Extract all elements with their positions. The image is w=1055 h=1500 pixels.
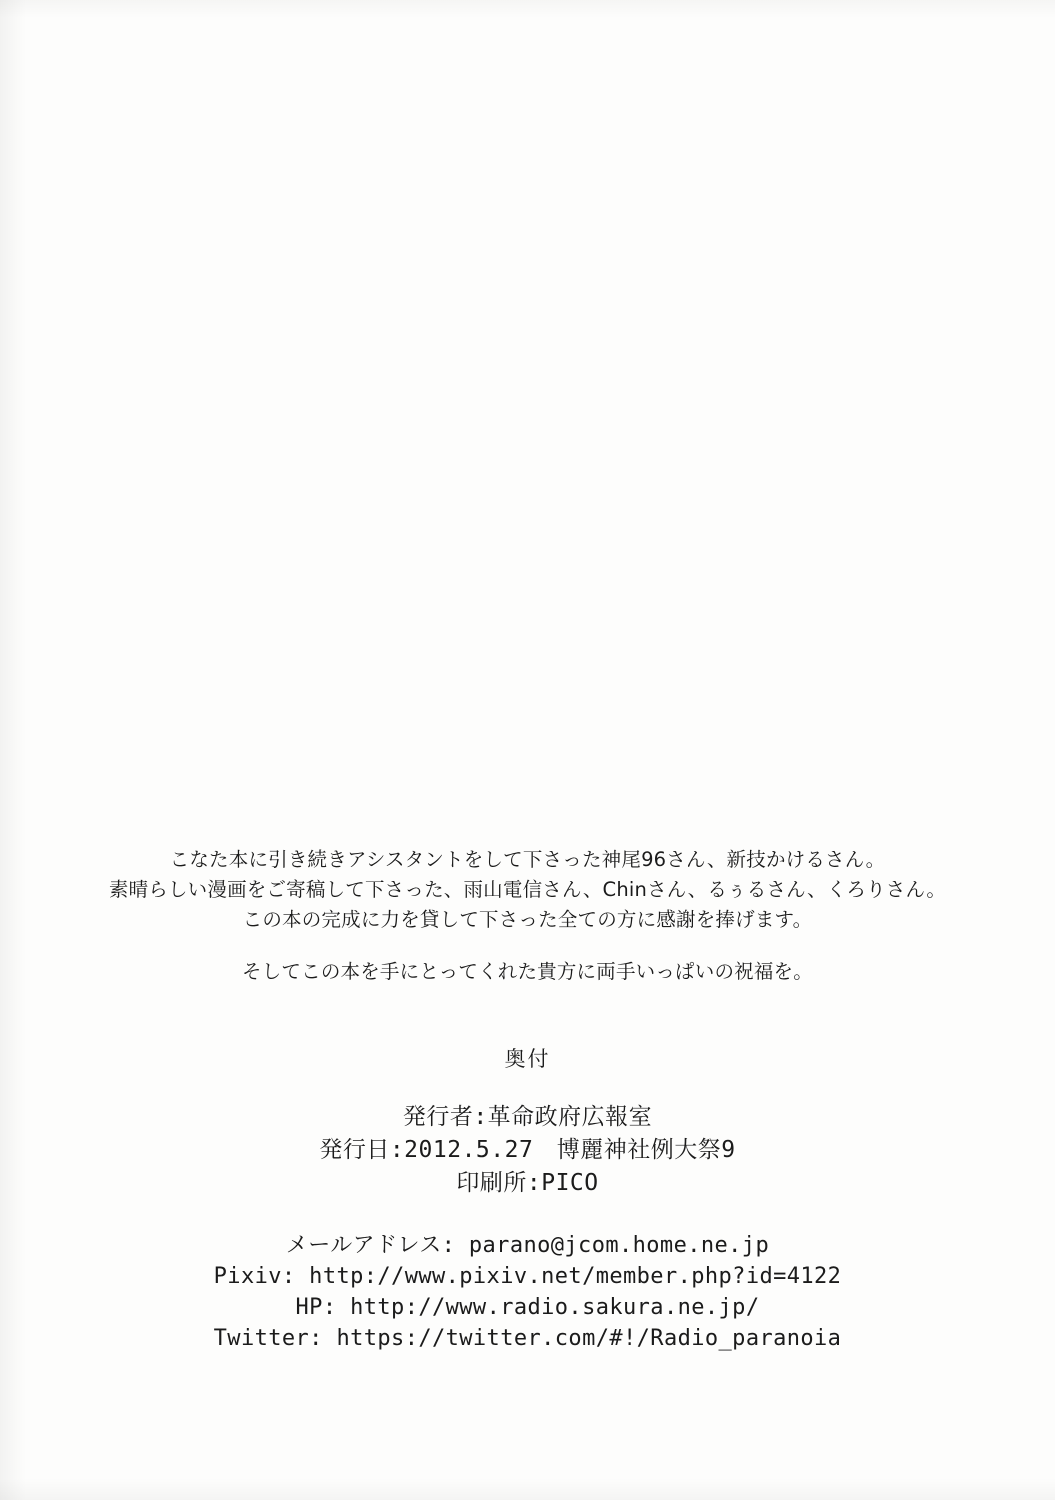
acknowledgement-line: 素晴らしい漫画をご寄稿して下さった、雨山電信さん、Chinさん、るぅるさん、くろりさん。: [108, 878, 947, 901]
contact-pixiv: Pixiv: http://www.pixiv.net/member.php?id=4122: [213, 1264, 842, 1289]
acknowledgement-line: こなた本に引き続きアシスタントをして下さった神尾96さん、新技かけるさん。: [169, 848, 886, 871]
acknowledgement-line: この本の完成に力を貸して下さった全ての方に感謝を捧げます。: [242, 908, 813, 931]
page-edge-shading-top: [0, 0, 1055, 18]
imprint-publisher: 発行者:革命政府広報室: [402, 1104, 653, 1130]
contact-homepage: HP: http://www.radio.sakura.ne.jp/: [295, 1295, 760, 1320]
contact-email: メールアドレス: parano@jcom.home.ne.jp: [285, 1233, 770, 1258]
paragraph-spacer: [0, 935, 1055, 957]
contact-details: [0, 1230, 1055, 1354]
imprint-details: [0, 1101, 1055, 1200]
colophon-block: [0, 845, 1055, 1354]
imprint-date: 発行日:2012.5.27 博麗神社例大祭9: [319, 1137, 736, 1163]
acknowledgements: [0, 845, 1055, 987]
colophon-heading: 奥付: [504, 1047, 551, 1071]
imprint-printer: 印刷所:PICO: [456, 1170, 599, 1196]
closing-line: そしてこの本を手にとってくれた貴方に両手いっぱいの祝福を。: [242, 960, 813, 983]
page-edge-shading-bottom: [0, 1478, 1055, 1500]
contact-twitter: Twitter: https://twitter.com/#!/Radio_paranoia: [213, 1326, 842, 1351]
